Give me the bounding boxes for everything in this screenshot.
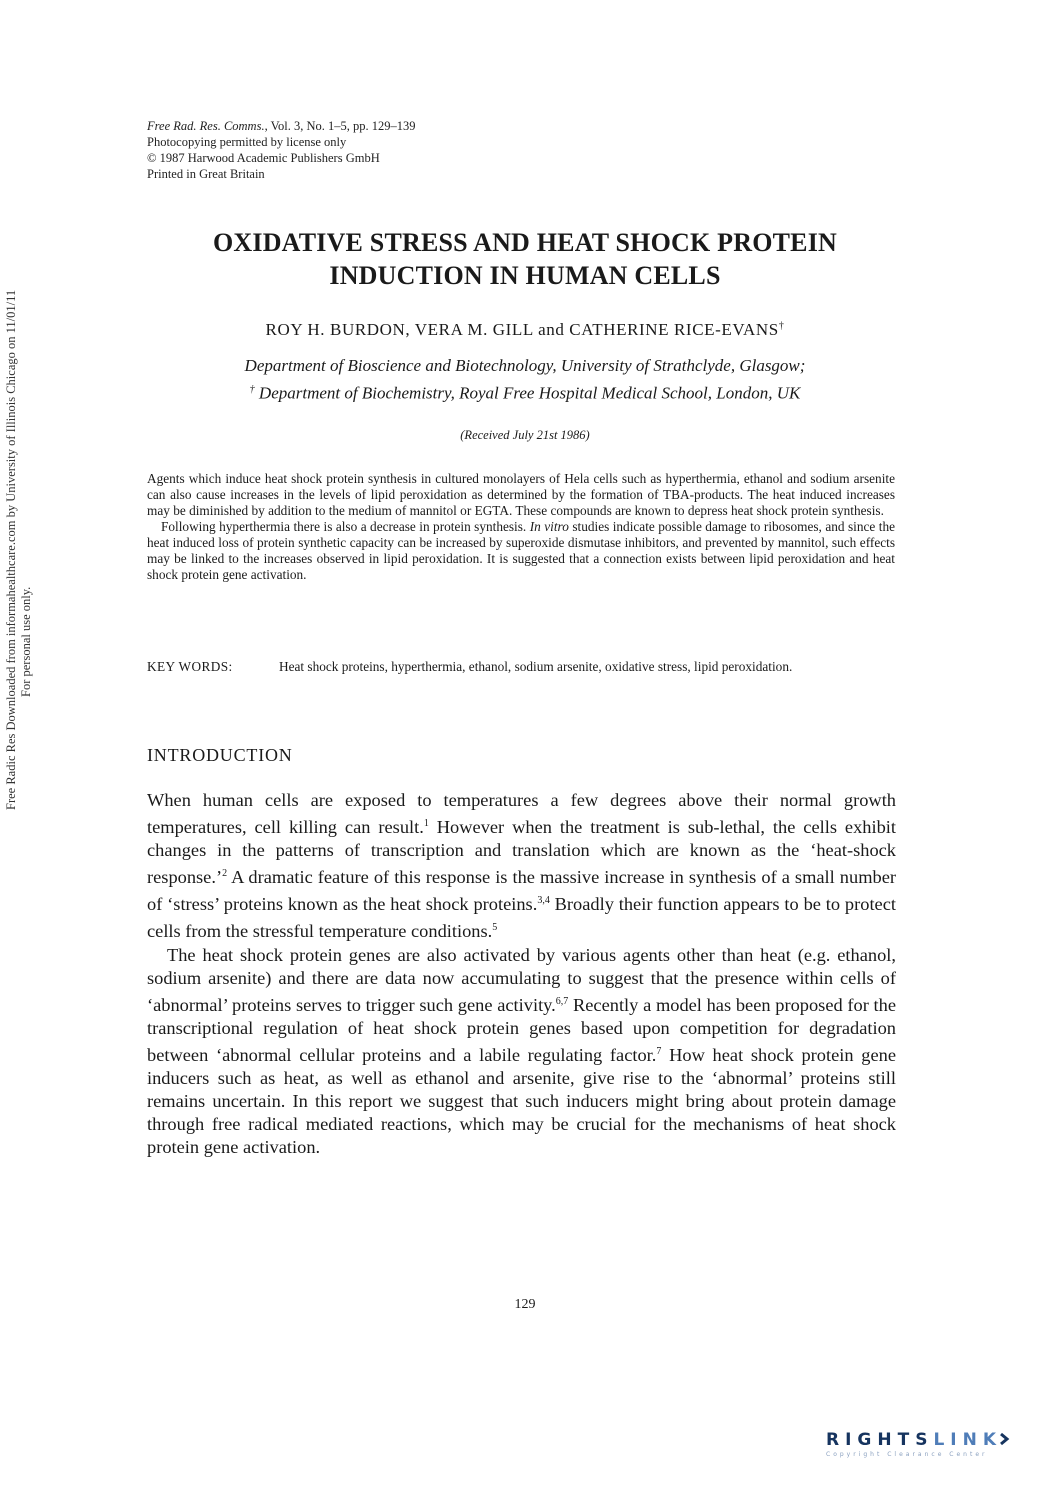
license-line: Photocopying permitted by license only	[147, 135, 347, 149]
reference-mark: 2	[222, 868, 228, 880]
intro-paragraph-1	[147, 789, 896, 944]
journal-name: Free Rad. Res. Comms.	[147, 119, 265, 133]
title-line-1: OXIDATIVE STRESS AND HEAT SHOCK PROTEIN	[212, 228, 837, 257]
abstract-text: Following hyperthermia there is also a decrease in protein synthesis.	[161, 519, 530, 534]
body-text: The heat shock protein genes are also activated by various agents other than heat (e.g. ethanol, sodium arsenite) and there are data now accumulating to suggest that the presence within cells of ‘abnormal’ proteins serves to trigger such gene activity.	[147, 944, 896, 1015]
keywords	[147, 659, 895, 675]
printed-line: Printed in Great Britain	[147, 167, 265, 181]
author-list	[100, 320, 950, 340]
body-text: Broadly their function appears to be to protect cells from the stressful temperature conditions.	[147, 894, 896, 942]
affiliation-1: Department of Bioscience and Biotechnology, University of Strathclyde, Glasgow;	[244, 356, 806, 375]
author-names: ROY H. BURDON, VERA M. GILL and CATHERINE RICE-EVANS	[265, 320, 779, 339]
reference-mark: 5	[492, 922, 498, 934]
rightslink-wordmark	[826, 1430, 1036, 1450]
rightslink-logo[interactable]	[826, 1430, 1036, 1470]
volume-info: , Vol. 3, No. 1–5, pp. 129–139	[264, 119, 416, 133]
reference-mark: 3,4	[537, 895, 550, 907]
article-title	[100, 226, 950, 292]
reference-mark: 7	[656, 1045, 662, 1057]
rightslink-tagline: Copyright Clearance Center	[826, 1451, 988, 1458]
reference-mark: 1	[423, 818, 429, 829]
rightslink-link: LINK	[933, 1430, 1002, 1450]
title-line-2: INDUCTION IN HUMAN CELLS	[329, 261, 721, 290]
arrow-icon	[998, 1432, 1012, 1446]
body-text: However when the treatment is sub-lethal, the cells exhibit changes in the patterns of transcription and translation which are known as the ‘heat-shock response.’	[147, 817, 896, 888]
keywords-label: KEY WORDS:	[147, 659, 233, 674]
watermark-line-2: For personal use only.	[19, 586, 33, 697]
rightslink-rights: RIGHTS	[826, 1430, 934, 1450]
abstract-paragraph-2	[147, 519, 895, 583]
affiliation-2-line	[100, 378, 950, 406]
copyright-line: © 1987 Harwood Academic Publishers GmbH	[147, 151, 380, 165]
introduction-body	[147, 789, 896, 1159]
body-text: Recently a model has been proposed for the transcriptional regulation of heat shock protein genes based upon competition for degradation between ‘abnormal cellular proteins and a labile regulating factor.	[147, 994, 896, 1065]
section-heading-introduction: INTRODUCTION	[147, 745, 293, 765]
dagger-mark: †	[778, 320, 785, 332]
watermark-line-1: Free Radic Res Downloaded from informahealthcare.com by University of Illinois Chicago on 11/01/11	[4, 289, 18, 810]
in-vitro-italic: In vitro	[529, 519, 569, 534]
body-text: How heat shock protein gene inducers such as heat, as well as ethanol and arsenite, give rise to the ‘abnormal’ proteins still remains uncertain. In this report we suggest that such inducers might bring about protein damage through free radical mediated reactions, which may be crucial for the mechanisms of heat shock protein gene activation.	[147, 1044, 896, 1157]
body-text: When human cells are exposed to temperatures a few degrees above their normal growth temperatures, cell killing can result.	[147, 790, 896, 838]
abstract-paragraph-1: Agents which induce heat shock protein synthesis in cultured monolayers of Hela cells such as hyperthermia, ethanol and sodium arsenite can also cause increases in the levels of lipid peroxidation as determined by the formation of TBA-products. The heat induced increases may be diminished by addition to the medium of mannitol or EGTA. These compounds are known to depress heat shock protein synthesis.	[147, 471, 895, 518]
dagger-mark: †	[249, 384, 255, 395]
reference-mark: 6,7	[555, 995, 569, 1007]
intro-paragraph-2	[147, 944, 896, 1159]
affiliation-2: Department of Biochemistry, Royal Free Hospital Medical School, London, UK	[254, 383, 801, 403]
body-text: A dramatic feature of this response is the massive increase in synthesis of a small number of ‘stress’ proteins known as the heat shock proteins.	[147, 867, 896, 915]
received-date: (Received July 21st 1986)	[460, 428, 590, 442]
journal-masthead	[147, 118, 416, 182]
download-watermark	[0, 0, 42, 1500]
abstract	[147, 471, 895, 583]
page-number: 129	[514, 1297, 536, 1312]
citation-line	[147, 118, 416, 134]
keywords-text: Heat shock proteins, hyperthermia, ethanol, sodium arsenite, oxidative stress, lipid peroxidation.	[279, 659, 793, 674]
affiliations	[100, 354, 950, 406]
abstract-text: studies indicate possible damage to ribosomes, and since the heat induced loss of protein synthetic capacity can be increased by superoxide dismutase inhibitors, and prevented by mannitol, such effects may be linked to the increases observed in lipid peroxidation. It is suggested that a connection exists between lipid peroxidation and heat shock protein gene activation.	[147, 519, 895, 582]
